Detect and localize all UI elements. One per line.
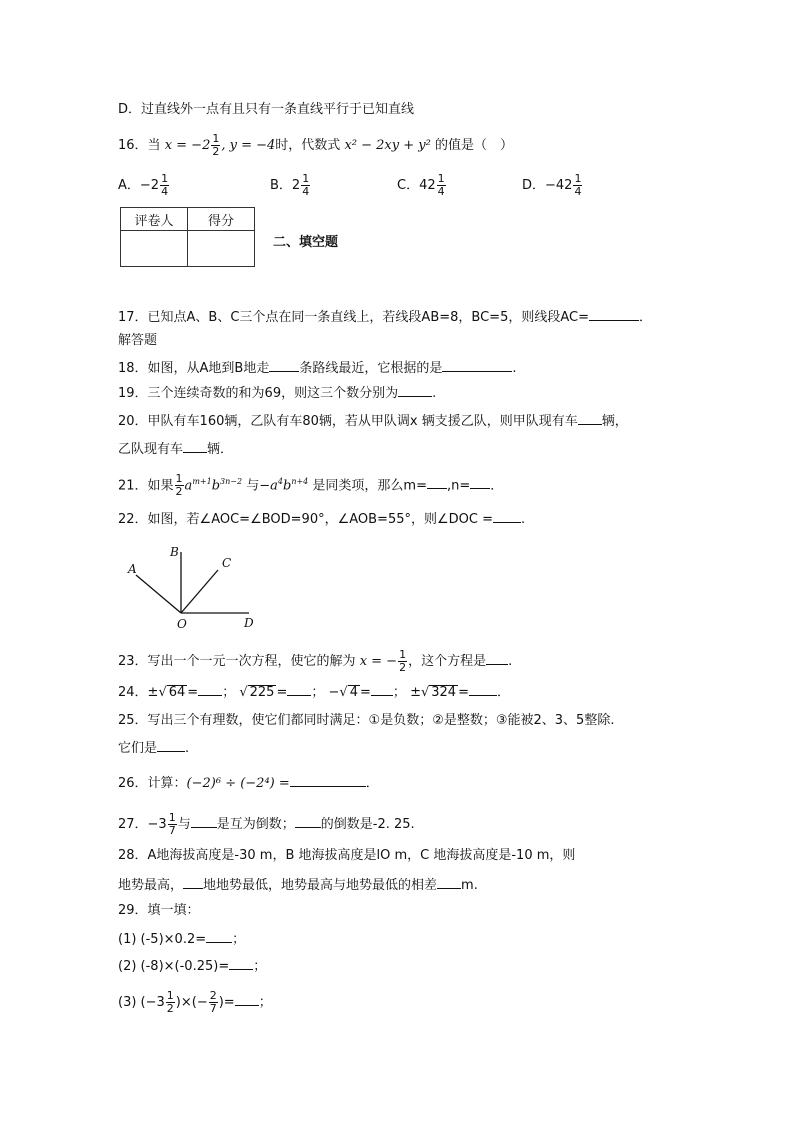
answer-heading: 解答题 bbox=[118, 333, 158, 348]
q16-x-value: x = −2 bbox=[164, 138, 211, 153]
grader-header: 评卷人 bbox=[121, 208, 188, 231]
q29-1-blank[interactable] bbox=[206, 929, 232, 943]
label-b: B bbox=[170, 545, 179, 559]
question-29-3: (3) (−3 $\frac{1}{2}$ )×(− $\frac{2}{7}$ )= ； bbox=[118, 989, 272, 1015]
q20-blank-2[interactable] bbox=[183, 439, 207, 453]
section-title: 二、填空题 bbox=[273, 235, 339, 250]
q21-blank-n[interactable] bbox=[470, 475, 490, 489]
q16-mid: 时，代数式 bbox=[275, 138, 341, 153]
q28-blank-3[interactable] bbox=[437, 875, 461, 889]
q22-blank[interactable] bbox=[493, 509, 521, 523]
q19-blank[interactable] bbox=[398, 383, 432, 397]
question-19: 19．三个连续奇数的和为69，则这三个数分别为 . bbox=[118, 383, 436, 403]
q16-number: 16．当 bbox=[118, 138, 161, 153]
score-header: 得分 bbox=[188, 208, 255, 231]
angle-figure bbox=[118, 540, 268, 630]
question-29-1: (1) (-5)×0.2= ； bbox=[118, 929, 245, 949]
q24-blank-2[interactable] bbox=[287, 682, 311, 696]
q24-blank-3[interactable] bbox=[371, 682, 393, 696]
question-28: 28．A地海拔高度是-30 m，B 地海拔高度是lO m，C 地海拔高度是-10 m，则 bbox=[118, 848, 576, 863]
q25-blank[interactable] bbox=[157, 738, 185, 752]
label-o: O bbox=[177, 617, 187, 630]
q28-blank-2[interactable] bbox=[183, 875, 203, 889]
q21-fraction: $\frac{1}{2}$ bbox=[175, 472, 183, 499]
q16-x-fraction: $\frac{1}{2}$ bbox=[212, 132, 220, 158]
q24-blank-1[interactable] bbox=[198, 682, 222, 696]
label-d: D bbox=[244, 616, 254, 630]
q16-option-d[interactable]: D．−42 $\frac{1}{4}$ bbox=[522, 172, 582, 198]
question-27: 27．−3 $\frac{1}{7}$ 与 是互为倒数； 的倒数是-2. 25. bbox=[118, 811, 415, 837]
question-17: 17．已知点A、B、C三个点在同一条直线上，若线段AB=8，BC=5，则线段AC= ． bbox=[118, 307, 652, 327]
question-20: 20．甲队有车160辆，乙队有车80辆，若从甲队调x 辆支援乙队，则甲队现有车 辆， bbox=[118, 411, 628, 431]
q23-blank[interactable] bbox=[486, 651, 508, 665]
label-c: C bbox=[222, 556, 232, 570]
question-20-cont: 乙队现有车 辆． bbox=[118, 439, 233, 459]
ray-oc bbox=[181, 570, 218, 613]
score-cell[interactable] bbox=[188, 231, 255, 267]
q18-blank-2[interactable] bbox=[442, 358, 512, 372]
q16-tail: 的值是（ ） bbox=[434, 138, 513, 153]
question-18: 18．如图，从A地到B地走 条路线最近，它根据的是 . bbox=[118, 358, 517, 378]
question-16 bbox=[118, 133, 513, 158]
q24-blank-4[interactable] bbox=[469, 682, 497, 696]
question-28-cont: 地势最高， 地地势最低，地势最高与地势最低的相差 m. bbox=[118, 875, 478, 895]
q17-blank[interactable] bbox=[589, 307, 639, 321]
q29-2-blank[interactable] bbox=[229, 956, 253, 970]
ray-oa bbox=[136, 575, 181, 613]
q18-blank-1[interactable] bbox=[269, 358, 299, 372]
question-25: 25．写出三个有理数，使它们都同时满足：①是负数；②是整数；③能被2、3、5整除. bbox=[118, 713, 615, 728]
question-21: 21．如果 $\frac{1}{2}$ $a^{m+1}b^{3n-2}$ 与$-a^4b^{n+4}$ 是同类项，那么m= ,n= ． bbox=[118, 472, 504, 499]
q21-blank-m[interactable] bbox=[427, 475, 447, 489]
q27-blank-2[interactable] bbox=[295, 814, 321, 828]
q27-fraction: $\frac{1}{7}$ bbox=[168, 811, 176, 837]
question-22: 22．如图，若∠AOC=∠BOD=90°，∠AOB=55°，则∠DOC = . bbox=[118, 509, 525, 529]
q16-y-value: , y = −4 bbox=[221, 138, 276, 153]
q26-blank[interactable] bbox=[290, 773, 366, 787]
q27-blank-1[interactable] bbox=[191, 814, 217, 828]
option-d-line: D．过直线外一点有且只有一条直线平行于已知直线 bbox=[118, 102, 415, 117]
question-25-cont: 它们是 . bbox=[118, 738, 189, 758]
q20-blank-1[interactable] bbox=[578, 411, 602, 425]
q16-expression: x² − 2xy + y² bbox=[344, 138, 431, 153]
q16-option-c[interactable]: C．42 $\frac{1}{4}$ bbox=[397, 172, 445, 198]
question-29: 29．填一填： bbox=[118, 903, 200, 918]
label-a: A bbox=[128, 562, 137, 576]
question-24: 24．±√ 64 = ； √ 225 = ； −√ 4 = ； ±√ 324 = ． bbox=[118, 682, 510, 702]
question-29-2: (2) (-8)×(-0.25)= ； bbox=[118, 956, 266, 976]
q16-option-a[interactable]: A．−2 $\frac{1}{4}$ bbox=[118, 172, 169, 198]
grader-cell[interactable] bbox=[121, 231, 188, 267]
q29-3-blank[interactable] bbox=[235, 992, 259, 1006]
q23-fraction: $\frac{1}{2}$ bbox=[399, 648, 407, 674]
score-table bbox=[120, 207, 255, 267]
question-23: 23．写出一个一元一次方程，使它的解为 x = − $\frac{1}{2}$ ，这个方程是 . bbox=[118, 648, 513, 674]
q16-option-b[interactable]: B．2 $\frac{1}{4}$ bbox=[270, 172, 310, 198]
question-26: 26．计算：(−2)⁶ ÷ (−2⁴) = ． bbox=[118, 773, 379, 793]
